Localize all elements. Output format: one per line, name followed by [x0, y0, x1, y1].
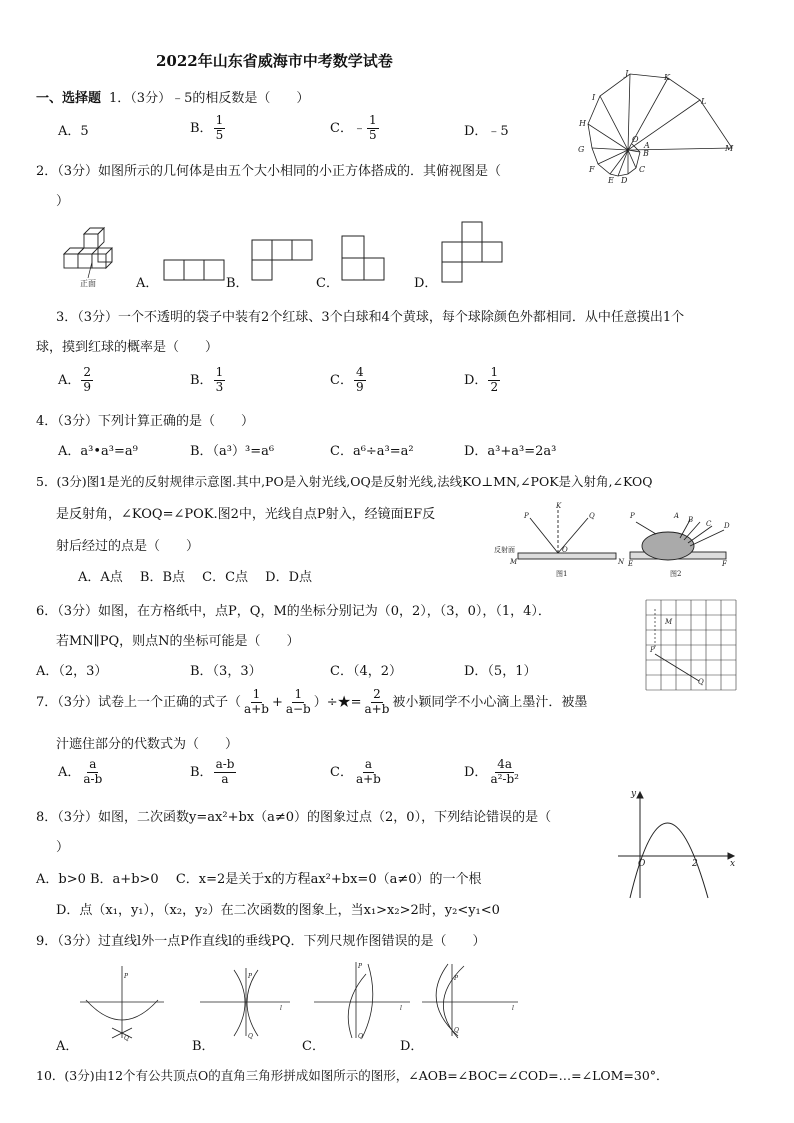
- q9-option-a-figure: [76, 958, 168, 1044]
- svg-text:2: 2: [692, 859, 698, 869]
- svg-text:P: P: [630, 512, 635, 520]
- svg-text:M: M: [510, 558, 518, 566]
- svg-text:l: l: [280, 1005, 282, 1012]
- q7-option-a: A． $\frac{a}{a-b}$: [58, 757, 103, 786]
- svg-text:x: x: [730, 859, 736, 869]
- front-label: 正面: [80, 279, 96, 288]
- q5-stem-line1: 5．(3分)图1是光的反射规律示意图.其中,PO是入射光线,OQ是反射光线,法线KO⊥MN,∠POK是入射角,∠KOQ: [36, 474, 653, 489]
- q10-spiral-triangles-figure: [570, 68, 740, 188]
- svg-text:H: H: [579, 119, 586, 128]
- svg-text:l: l: [512, 1005, 514, 1012]
- svg-text:Q: Q: [248, 1033, 253, 1040]
- svg-text:D: D: [621, 176, 628, 185]
- q1-score: （3分）: [130, 91, 172, 106]
- q2-option-a-figure: [160, 240, 226, 286]
- q2-option-a-label: A．: [136, 276, 159, 291]
- q7-stem-line1: 7．（3分）试卷上一个正确的式子（ $\frac{1}{a+b}$ + $\frac{1}{a-b}$ ）÷★= $\frac{2}{a+b}$ 被小颖同学不小心滴上墨汁．被墨: [36, 687, 588, 716]
- svg-text:O: O: [562, 546, 568, 554]
- q5-stem-line3: 射后经过的点是（ ）: [56, 539, 200, 554]
- q1-option-b: B． $\frac{1}{5}$: [190, 113, 224, 142]
- svg-text:J: J: [625, 69, 629, 78]
- q9-option-c-label: C．: [302, 1039, 325, 1054]
- svg-text:Q: Q: [358, 1033, 363, 1040]
- q6-option-c: C．（4，2）: [330, 664, 402, 679]
- q1-option-c: C．﹣ $\frac{1}{5}$: [330, 113, 377, 142]
- q9-option-d-label: D．: [400, 1039, 424, 1054]
- svg-text:l: l: [400, 1005, 402, 1012]
- q3-option-a: A． $\frac{2}{9}$: [58, 365, 92, 394]
- q3-stem-line2: 球，摸到红球的概率是（ ）: [36, 340, 219, 355]
- svg-text:C: C: [706, 520, 712, 528]
- q7-stem-line2: 汁遮住部分的代数式为（ ）: [56, 737, 239, 752]
- question-1-stem: [36, 87, 309, 106]
- svg-text:Q: Q: [698, 678, 704, 686]
- q9-option-a-label: A．: [56, 1039, 79, 1054]
- q4-stem: 4．（3分）下列计算正确的是（ ）: [36, 414, 255, 429]
- fig2-label: 图2: [670, 570, 682, 578]
- svg-text:O: O: [632, 135, 639, 144]
- q5-stem-line2: 是反射角，∠KOQ=∠POK.图2中，光线自点P射入，经镜面EF反: [56, 507, 436, 522]
- q4-option-d: D．a³+a³=2a³: [464, 444, 557, 459]
- svg-text:K: K: [556, 502, 562, 510]
- q7-option-b: B． $\frac{a-b}{a}$: [190, 757, 235, 786]
- q10-stem: 10．(3分)由12个有公共顶点O的直角三角形拼成如图所示的图形，∠AOB=∠BOC=∠COD=…=∠LOM=30°．: [36, 1068, 669, 1083]
- q3-stem-line1: 3．（3分）一个不透明的袋子中装有2个红球、3个白球和4个黄球，每个球除颜色外都相同．从中任意摸出1个: [56, 310, 685, 325]
- svg-text:F: F: [589, 165, 595, 174]
- q3-option-c: C． $\frac{4}{9}$: [330, 365, 364, 394]
- q8-parabola-figure: [612, 784, 740, 902]
- svg-text:B: B: [643, 149, 649, 158]
- q9-option-c-figure: [310, 958, 414, 1044]
- svg-text:M: M: [725, 144, 734, 153]
- q8-stem-line1: 8．（3分）如图，二次函数y=ax²+bx（a≠0）的图象过点（2，0），下列结论错误的是（: [36, 810, 552, 825]
- q9-option-b-label: B．: [192, 1039, 215, 1054]
- q2-option-b-label: B．: [226, 276, 249, 291]
- q2-option-d-label: D．: [414, 276, 438, 291]
- svg-text:E: E: [608, 176, 614, 185]
- q6-grid-figure: [644, 598, 738, 692]
- q3-option-b: B． $\frac{1}{3}$: [190, 365, 224, 394]
- q1-option-d: D．﹣5: [464, 124, 509, 139]
- svg-text:O: O: [638, 859, 646, 869]
- section-heading: 一、选择题: [36, 91, 102, 106]
- svg-text:C: C: [639, 165, 646, 174]
- svg-text:E: E: [628, 560, 634, 568]
- q5-options: A．A点 B．B点 C．C点 D．D点: [78, 570, 313, 585]
- q1-text: ﹣5的相反数是（ ）: [171, 91, 310, 106]
- svg-text:N: N: [618, 558, 625, 566]
- svg-text:F: F: [722, 560, 727, 568]
- svg-text:Q: Q: [124, 1035, 129, 1042]
- q6-option-a: A．（2，3）: [36, 664, 108, 679]
- svg-text:P: P: [650, 646, 655, 654]
- q2-solid-figure: [58, 222, 128, 290]
- svg-text:L: L: [701, 97, 707, 106]
- q6-option-d: D．（5，1）: [464, 664, 537, 679]
- svg-text:K: K: [664, 73, 670, 82]
- q2-option-c-figure: [338, 232, 386, 288]
- q7-option-d: D． $\frac{4a}{\text{a²-b²}}$: [464, 757, 519, 786]
- svg-text:G: G: [578, 145, 585, 154]
- q8-option-d: D．点（x₁，y₁），（x₂，y₂）在二次函数的图象上，当x₁>x₂>2时，y₂<y₁<0: [56, 903, 500, 918]
- svg-text:A: A: [674, 512, 680, 520]
- q2-option-b-figure: [248, 236, 316, 286]
- q2-option-c-label: C．: [316, 276, 339, 291]
- q2-stem-line2: ）: [56, 194, 70, 209]
- q9-stem: 9．（3分）过直线l外一点P作直线l的垂线PQ．下列尺规作图错误的是（ ）: [36, 934, 486, 949]
- q5-reflection-figures: [494, 500, 734, 582]
- svg-text:D: D: [724, 522, 730, 530]
- svg-text:P: P: [358, 963, 363, 970]
- q2-option-d-figure: [438, 218, 506, 290]
- fig1-label: 图1: [556, 570, 568, 578]
- svg-text:B: B: [688, 516, 694, 524]
- q1-option-a: A．5: [58, 124, 89, 139]
- svg-text:P: P: [248, 973, 253, 980]
- q4-option-b: B．（a³）³=a⁶: [190, 444, 275, 459]
- q6-stem-line1: 6．（3分）如图，在方格纸中，点P，Q，M的坐标分别记为（0，2），（3，0），（1，4）．: [36, 604, 551, 619]
- q3-option-d: D． $\frac{1}{2}$: [464, 365, 499, 394]
- page-title: 2022年山东省威海市中考数学试卷: [156, 52, 393, 70]
- q4-option-c: C．a⁶÷a³=a²: [330, 444, 414, 459]
- q8-options-abc: A．b>0 B．a+b>0 C．x=2是关于x的方程ax²+bx=0（a≠0）的一个根: [36, 872, 482, 887]
- svg-text:P: P: [524, 512, 529, 520]
- svg-text:M: M: [665, 618, 673, 626]
- q1-number: 1．: [109, 91, 131, 106]
- q4-option-a: A．a³•a³=a⁹: [58, 444, 138, 459]
- mirror-label: 反射面: [494, 546, 515, 554]
- q6-stem-line2: 若MN∥PQ，则点N的坐标可能是（ ）: [56, 634, 300, 649]
- q8-stem-line2: ）: [56, 840, 70, 855]
- svg-text:I: I: [592, 93, 596, 102]
- svg-text:y: y: [631, 789, 637, 799]
- q7-option-c: C． $\frac{a}{a+b}$: [330, 757, 381, 786]
- q6-option-b: B．（3，3）: [190, 664, 262, 679]
- q9-option-d-figure: [418, 956, 522, 1042]
- svg-text:Q: Q: [454, 1027, 459, 1034]
- svg-text:P: P: [124, 973, 129, 980]
- svg-text:Q: Q: [589, 512, 595, 520]
- svg-text:A: A: [644, 141, 650, 150]
- svg-text:P: P: [454, 975, 459, 982]
- q9-option-b-figure: [196, 958, 294, 1044]
- q2-stem-line1: 2．（3分）如图所示的几何体是由五个大小相同的小正方体搭成的．其俯视图是（: [36, 164, 502, 179]
